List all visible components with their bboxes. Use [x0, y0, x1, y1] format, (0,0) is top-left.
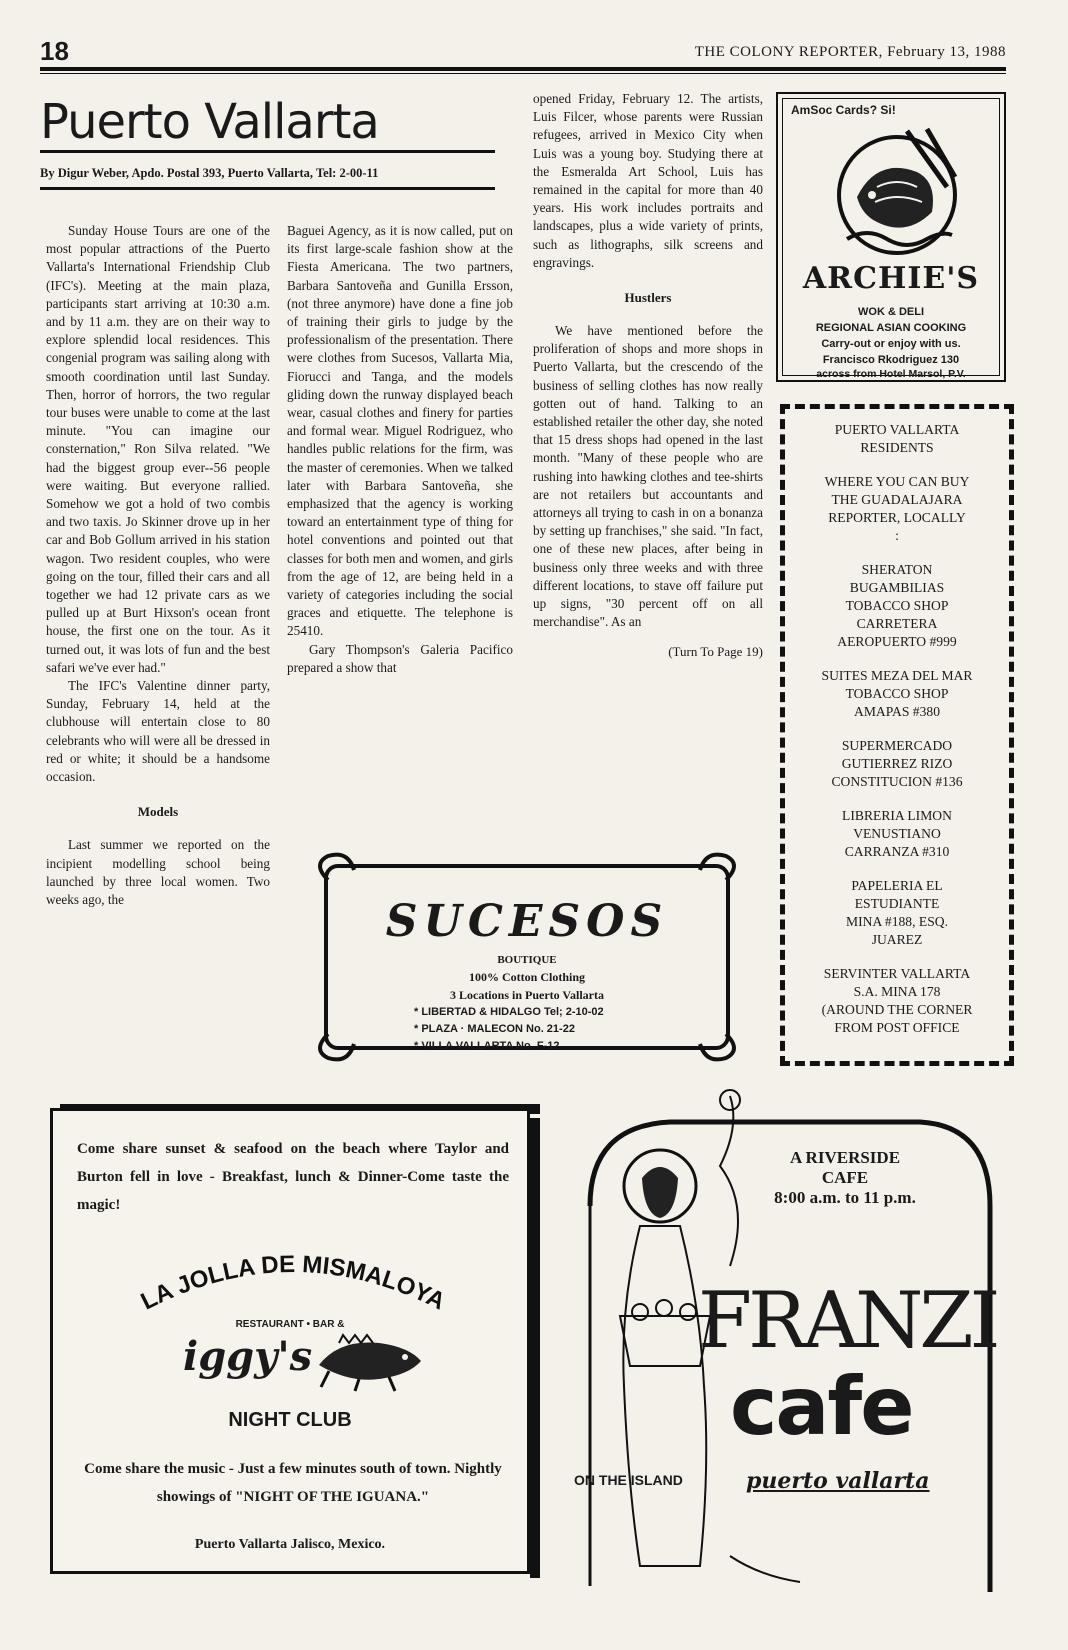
- sucesos-line: BOUTIQUE: [497, 954, 557, 966]
- article-column-3: [533, 90, 763, 662]
- residents-block: SUPERMERCADO GUTIERREZ RIZO CONSTITUCION #136: [831, 738, 963, 789]
- sucesos-line: 100% Cotton Clothing: [468, 970, 585, 984]
- sucesos-ad: [308, 850, 746, 1064]
- archies-name: ARCHIE'S: [802, 261, 980, 296]
- iguana-icon: [309, 1329, 429, 1395]
- archies-line: REGIONAL ASIAN COOKING: [815, 322, 967, 334]
- sucesos-location: * PLAZA · MALECON No. 21-22: [414, 1023, 575, 1035]
- residents-block: PUERTO VALLARTA RESIDENTS: [834, 422, 960, 455]
- arc-text-banner: [113, 1241, 473, 1331]
- paragraph: The IFC's Valentine dinner party, Sunday, February 14, held at the clubhouse will entertain close to 80 celebrants who will were all be dressed in red or white; it should be a handsome occasion.: [46, 678, 270, 785]
- archies-line: WOK & DELI: [858, 306, 924, 318]
- archies-headline: AmSoc Cards? Si!: [791, 103, 896, 117]
- header-rule-thin: [40, 73, 1006, 74]
- franzi-island: ON THE ISLAND: [574, 1472, 683, 1488]
- residents-block: SUITES MEZA DEL MAR TOBACCO SHOP AMAPAS #380: [821, 668, 973, 719]
- paragraph: We have mentioned before the proliferation of shops and more shops in Puerto Vallarta, but the crescendo of the business of selling clothes has now really gotten out of hand. Talking to an established retailer the other day, she noted that 15 dress shops had opened in the last month. "Many of these people who are rushing into hawking clothes and tee-shirts are not retailers but accountants and attorneys all trying to cash in on a bonanza by setting up franchises," she said. "In fact, one of these new places, after being in business only three weeks and with three different locations, to stave off failure put up signs, "30 percent off on all merchandise". As an: [533, 323, 763, 630]
- page-number: 18: [40, 36, 69, 66]
- residents-list: [785, 421, 1009, 1037]
- sucesos-location: * LIBERTAD & HIDALGO Tel; 2-10-02: [414, 1006, 604, 1018]
- title-rule: [40, 150, 495, 153]
- header-rule: [40, 67, 1006, 71]
- ad-shadow: [530, 1118, 540, 1578]
- sucesos-name: SUCESOS: [385, 896, 669, 947]
- svg-text:LA JOLLA DE MISMALOYA: [137, 1251, 450, 1316]
- jolla-arc-text: LA JOLLA DE MISMALOYA: [136, 1250, 450, 1316]
- jolla-body: Come share the music - Just a few minutes south of town. Nightly showings of "NIGHT OF THE IGUANA.": [84, 1461, 502, 1505]
- paragraph: Last summer we reported on the incipient modelling school being launched by three local women. Two weeks ago, the: [46, 837, 270, 907]
- archies-ad: [776, 92, 1006, 382]
- article-title: Puerto Vallarta: [40, 94, 379, 150]
- archies-line: Francisco Rkodriguez 130: [822, 354, 960, 366]
- jolla-sub-text: RESTAURANT • BAR &: [235, 1319, 345, 1330]
- franzi-hours: 8:00 a.m. to 11 p.m.: [774, 1188, 916, 1207]
- residents-block: SHERATON BUGAMBILIAS TOBACCO SHOP CARRETERA AEROPUERTO #999: [837, 562, 957, 649]
- byline-rule: [40, 187, 495, 190]
- article-column-2: [287, 222, 513, 677]
- residents-block: PAPELERIA EL ESTUDIANTE MINA #188, ESQ. JUAREZ: [846, 878, 948, 947]
- archies-line: Carry-out or enjoy with us.: [821, 338, 961, 350]
- article-column-1: [46, 222, 270, 909]
- night-club-label: NIGHT CLUB: [228, 1409, 352, 1431]
- paragraph: Gary Thompson's Galeria Pacifico prepared a show that: [287, 641, 513, 675]
- franzi-tagline: puerto vallarta: [746, 1468, 930, 1494]
- paragraph: opened Friday, February 12. The artists, Luis Filcer, whose parents were Russian refugees, arrived in Mexico City when Luis was a young boy. Studying there at the Esmeralda Art School, Luis has remained in the capital for more than 40 years. His work includes portraits and landscapes, plus a wide variety of prints, such as lithographs, silk screens and engravings.: [533, 91, 763, 270]
- jolla-intro: Come share sunset & seafood on the beach where Taylor and Burton fell in love - Breakfast, lunch & Dinner-Come taste the magic!: [77, 1141, 509, 1213]
- residents-box: [780, 404, 1014, 1066]
- franzi-line: CAFE: [821, 1168, 869, 1187]
- sucesos-line: 3 Locations in Puerto Vallarta: [449, 988, 604, 1002]
- archies-line: across from Hotel Marsol, P.V.: [816, 368, 966, 380]
- turn-to-page: (Turn To Page 19): [668, 644, 763, 660]
- paragraph: Baguei Agency, as it is now called, put on its first large-scale fashion show at the Fiesta Americana. The two partners, Barbara Santoveña and Gunilla Ersson, (not three anymore) have done a fine job of training their girls to judge by the professionalism of the presentation. There were clothes from Sucesos, Vallarta Mia, Fiorucci and Tanga, and the models gliding down the runway displayed beach wear, casual clothes and finery for parties and formal wear. Miguel Rodriguez, who handles public relations for the firm, was the master of ceremonies. When we talked later with Barbara Santoveña, she emphasized that the agency is working toward an entertainment type of thing for hotel conventions and pointed out that classes for both men and women, and girls from the age of 12, are being held in a variety of categories including the social graces and etiquette. The telephone is 25410.: [287, 223, 513, 639]
- franzi-line: A RIVERSIDE: [789, 1148, 901, 1167]
- residents-block: LIBRERIA LIMON VENUSTIANO CARRANZA #310: [842, 808, 952, 859]
- fish-icon: [837, 127, 957, 257]
- jolla-location: Puerto Vallarta Jalisco, Mexico.: [194, 1537, 386, 1552]
- franzi-name: FRANZI: [698, 1276, 997, 1366]
- residents-block: WHERE YOU CAN BUY THE GUADALAJARA REPORTER, LOCALLY :: [824, 474, 970, 543]
- archies-ad-inner-border: [782, 98, 1000, 380]
- iggys-logo-text: iggy's: [183, 1333, 313, 1380]
- sucesos-location: * VILLA VALLARTA No. F-12: [414, 1040, 560, 1052]
- residents-block: SERVINTER VALLARTA S.A. MINA 178 (AROUND THE CORNER FROM POST OFFICE: [821, 966, 973, 1035]
- subhead-hustlers: Hustlers: [624, 290, 672, 306]
- la-jolla-ad: [50, 1108, 530, 1574]
- franzi-cafe-ad: [574, 1086, 1010, 1594]
- byline: By Digur Weber, Apdo. Postal 393, Puerto Vallarta, Tel: 2-00-11: [40, 166, 379, 180]
- subhead-models: Models: [137, 804, 179, 820]
- franzi-cafe-word: cafe: [730, 1360, 913, 1453]
- masthead: THE COLONY REPORTER, February 13, 1988: [694, 44, 1006, 60]
- paragraph: Sunday House Tours are one of the most popular attractions of the Puerto Vallarta's International Friendship Club (IFC's). Meeting at the main plaza, participants start arriving at 10:30 a.m. and by 11 a.m. they are on their way to explore splendid local residences. This congenial program was sailing along with smooth coordination until last Sunday. Then, horror of horrors, the two regular tour buses were unable to come at the last minute. "You can imagine our consternation," Ron Silva related. "We had the biggest group ever--56 people were waiting. But everyone rallied. Somehow we got a hold of two combis and two taxis. Jo Skinner drove up in her car and Bob Gollum arrived in his station wagon. Two resident couples, who were going on the tour, filled their cars and all together we had 12 private cars as we pulled up at Burt Hixson's ocean front house, the first one on the tour. As it turned out, it was lots of fun and the best safari we've ever had.": [46, 223, 270, 675]
